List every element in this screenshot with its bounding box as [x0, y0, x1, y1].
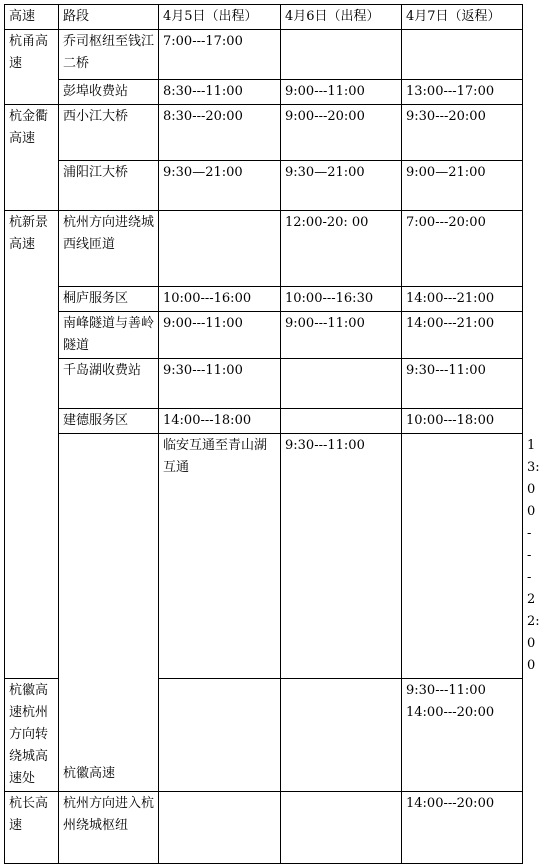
time-day1: 9:30—21:00 — [159, 161, 281, 211]
time-day2: 12:00-20: 00 — [281, 211, 402, 287]
section-name: 南峰隧道与善岭隧道 — [59, 312, 159, 359]
time-day2: 9:00---20:00 — [281, 105, 402, 161]
section-name: 彭埠收费站 — [59, 80, 159, 105]
time-day3-cell — [402, 679, 523, 792]
table-row — [5, 359, 523, 409]
time-day2: 9:30—21:00 — [281, 161, 402, 211]
table-row — [5, 409, 523, 434]
time-day3: 9:30---11:00 — [402, 359, 523, 409]
highway-name: 杭新景高速 — [5, 211, 59, 679]
header-day1: 4月5日（出程） — [159, 5, 281, 30]
time-day1: 8:30---11:00 — [159, 80, 281, 105]
time-day3: 14:00---20:00 — [402, 792, 523, 864]
table-row — [5, 30, 523, 80]
time-day3: 7:00---20:00 — [402, 211, 523, 287]
time-day1: 9:00---11:00 — [159, 312, 281, 359]
time-day1: 8:30---20:00 — [159, 105, 281, 161]
section-name: 乔司枢纽至钱江二桥 — [59, 30, 159, 80]
time-day2: 9:00---11:00 — [281, 80, 402, 105]
table-row — [5, 287, 523, 312]
header-row — [5, 5, 523, 30]
time-day1 — [159, 211, 281, 287]
table-row — [5, 312, 523, 359]
section-name: 建德服务区 — [59, 409, 159, 434]
time-day1: 10:00---16:00 — [159, 287, 281, 312]
time-day2 — [402, 434, 523, 679]
time-day3: 13:00---17:00 — [402, 80, 523, 105]
time-day2 — [281, 792, 402, 864]
time-day1 — [159, 679, 281, 792]
header-day2: 4月6日（出程） — [281, 5, 402, 30]
time-day3: 14:00---21:00 — [402, 312, 523, 359]
time-day3: 9:30---11:00 — [406, 683, 486, 698]
highway-name: 杭徽高速 — [59, 434, 159, 792]
time-day1: 9:30---11:00 — [281, 434, 402, 679]
section-name: 杭州方向进绕城西线匝道 — [59, 211, 159, 287]
section-name: 千岛湖收费站 — [59, 359, 159, 409]
time-day1: 9:30---11:00 — [159, 359, 281, 409]
section-name: 杭徽高速杭州方向转绕城高速处 — [5, 679, 59, 792]
time-day2: 9:00---11:00 — [281, 312, 402, 359]
table-row — [5, 80, 523, 105]
time-day2: 10:00---16:30 — [281, 287, 402, 312]
time-day2 — [281, 30, 402, 80]
section-name: 西小江大桥 — [59, 105, 159, 161]
section-name: 桐庐服务区 — [59, 287, 159, 312]
section-name: 杭州方向进入杭州绕城枢纽 — [59, 792, 159, 864]
highway-name: 杭甬高速 — [5, 30, 59, 105]
section-name: 浦阳江大桥 — [59, 161, 159, 211]
time-day3: 9:30---20:00 — [402, 105, 523, 161]
table-row — [5, 792, 523, 864]
highway-name: 杭长高速 — [5, 792, 59, 864]
time-day3: 9:00—21:00 — [402, 161, 523, 211]
table-row — [5, 161, 523, 211]
time-day2 — [281, 409, 402, 434]
time-day3 — [402, 30, 523, 80]
time-day3: 10:00---18:00 — [402, 409, 523, 434]
time-day1: 7:00---17:00 — [159, 30, 281, 80]
time-day2 — [281, 359, 402, 409]
table-row — [5, 105, 523, 161]
table-row — [5, 211, 523, 287]
highway-name: 杭金衢高速 — [5, 105, 59, 211]
schedule-table — [4, 4, 540, 864]
header-section: 路段 — [59, 5, 159, 30]
time-day1: 14:00---18:00 — [159, 409, 281, 434]
section-name: 临安互通至青山湖互通 — [159, 434, 281, 679]
header-highway: 高速 — [5, 5, 59, 30]
time-day3: 14:00---21:00 — [402, 287, 523, 312]
time-day1 — [159, 792, 281, 864]
time-day2 — [281, 679, 402, 792]
time-day3-second: 14:00---20:00 — [406, 705, 495, 720]
header-day3: 4月7日（返程） — [402, 5, 523, 30]
table-row: 杭徽高速 临安互通至青山湖互通 9:30---11:00 13:00---22:00 — [5, 434, 523, 679]
